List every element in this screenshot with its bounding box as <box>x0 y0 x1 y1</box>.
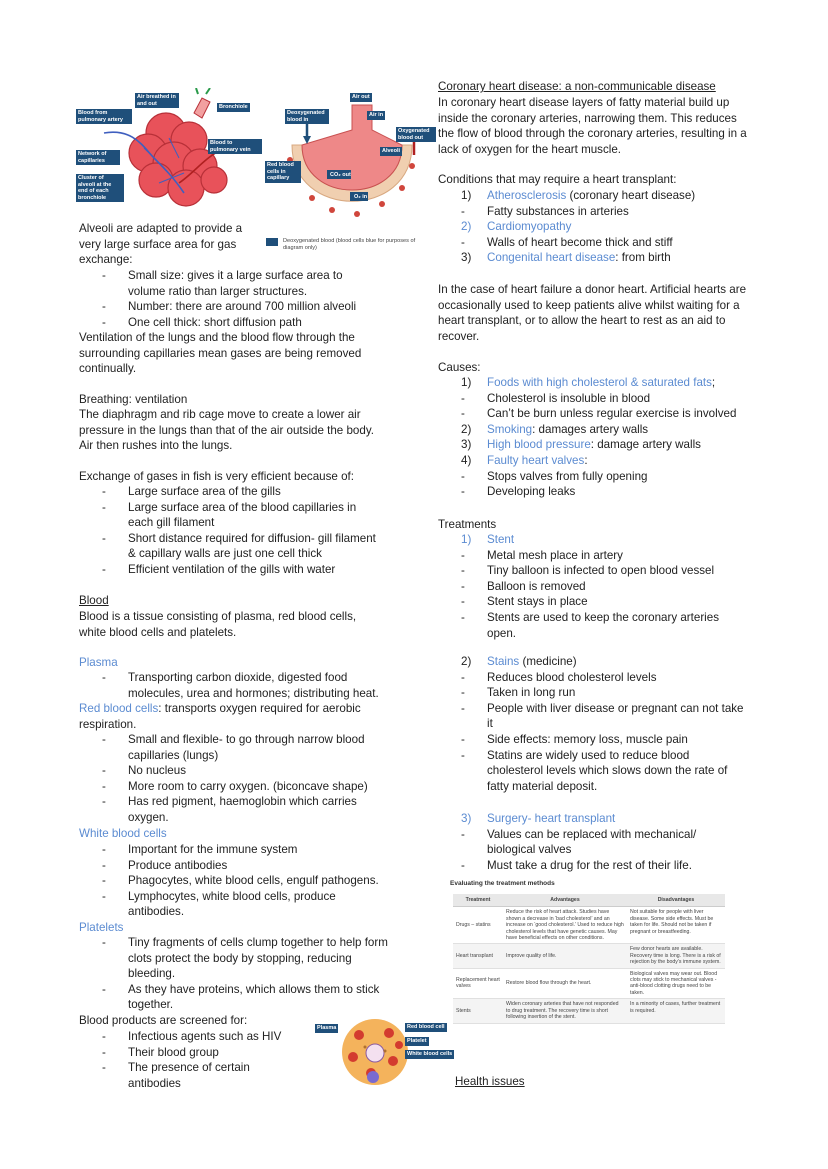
breathing-text: The diaphragm and rib cage move to create a lower air pressure in the lungs than that of the air outside the body. Air then rushes into the lungs. <box>79 408 374 453</box>
fig-label-co2-out: CO₂ out <box>330 172 351 178</box>
list-item: - Transporting carbon dioxide, digested food molecules, urea and hormones; distributing heat. <box>102 671 379 700</box>
platelets-list <box>79 935 389 1013</box>
list-item: - More room to carry oxygen. (biconcave shape) <box>102 779 368 793</box>
fig-label-air-breathed: Air breathed in and out <box>135 93 179 108</box>
list-item: - Efficient ventilation of the gills with water <box>102 562 336 576</box>
fish-intro: Exchange of gases in fish is very efficient because of: <box>79 470 354 483</box>
health-issues-heading: Health issues <box>455 1075 525 1088</box>
blood-text: Blood is a tissue consisting of plasma, red blood cells, white blood cells and platelets. <box>79 610 357 639</box>
list-item: - Tiny fragments of cells clump together to help form clots protect the body by stopping, reducing bleeding. <box>102 936 388 981</box>
air-arrow-icon <box>196 88 210 94</box>
list-item: - Values can be replaced with mechanical/ biological valves <box>461 827 697 857</box>
list-item: - Their blood group <box>102 1045 219 1059</box>
list-item: - The presence of certain antibodies <box>102 1061 250 1090</box>
list-item: - Taken in long run <box>461 686 576 700</box>
fig-label-wbc: White blood cells <box>407 1051 453 1057</box>
chd-text: In coronary heart disease layers of fatty material build up inside the coronary arteries, narrowing them. This reduces the flow of blood through the coronary arteries, resulting in a lack of oxygen for the heart muscle. <box>438 96 747 156</box>
fig-label-cluster: Cluster of alveoli at the end of each bronchiole <box>76 174 124 202</box>
list-item: - Small and flexible- to go through narrow blood capillaries (lungs) <box>102 733 365 762</box>
plasma-list <box>79 670 389 701</box>
list-item: - Metal mesh place in artery <box>461 548 623 562</box>
list-item: - Reduces blood cholesterol levels <box>461 670 657 684</box>
table-title: Evaluating the treatment methods <box>450 880 555 887</box>
list-item: - People with liver disease or pregnant can not take it <box>461 701 744 731</box>
list-item: - Stops valves from fully opening <box>461 469 648 483</box>
list-item: 2) Smoking: damages artery walls <box>461 422 649 436</box>
list-item: - Important for the immune system <box>102 843 298 856</box>
list-item: - Must take a drug for the rest of their life. <box>461 858 692 872</box>
list-item: - Short distance required for diffusion- gill filament & capillary walls are just one cell thick <box>102 531 376 561</box>
surgery-list <box>438 811 738 873</box>
table-row: Stents Widen coronary arteries that have not responded to drug treatment. The recovery time is short following insertion of the stent. In a minority of cases, further treatment is required. <box>453 999 725 1023</box>
treatments-heading: Treatments <box>438 518 497 531</box>
products-list <box>79 1029 294 1091</box>
list-item: - Stents are used to keep the coronary arteries open. <box>461 610 720 640</box>
fig-label-deoxygenated-in: Deoxygenated blood in <box>285 109 329 124</box>
fig-label-blood-from-artery: Blood from pulmonary artery <box>76 109 132 124</box>
table-row: Drugs – statins Reduce the risk of heart attack. Studies have shown a decrease in ‘bad cholesterol’ and an increase on ‘good cholesterol.’ Used to reduce high cholesterol levels that have genetic causes. May have beneficial effects on other conditions. Not suitable for people with liver disease. Some side effects. Must be taken for life. Should not be taken if pregnant or breastfeeding. <box>453 907 725 944</box>
list-item: - Produce antibodies <box>102 858 228 872</box>
rbc-heading: Red blood cells <box>79 702 159 715</box>
fig-label-bronchiole: Bronchiole <box>219 104 248 110</box>
blood-heading: Blood <box>79 594 109 607</box>
stains-list <box>438 654 748 794</box>
table-header: Disadvantages <box>627 894 725 907</box>
list-item: - Tiny balloon is infected to open blood vessel <box>461 564 715 578</box>
list-item: 3) Congenital heart disease: from birth <box>461 251 671 265</box>
chd-heading: Coronary heart disease: a non-communicable disease <box>438 80 716 93</box>
treatment-table <box>453 894 725 1024</box>
rbc-text: : transports oxygen required for aerobic respiration. <box>79 702 361 731</box>
failure-text: In the case of heart failure a donor heart. Artificial hearts are occasionally used to keep patients alive whilst waiting for a heart transplant, or to allow the heart to rest as an aid to recover. <box>438 283 747 343</box>
fig-label-o2-in: O₂ in <box>354 194 368 200</box>
platelets-heading: Platelets <box>79 921 124 934</box>
list-item: - Phagocytes, white blood cells, engulf pathogens. <box>102 874 379 888</box>
list-item: - Small size: gives it a large surface area to volume ratio than larger structures. <box>102 269 343 298</box>
list-item: - Balloon is removed <box>461 579 586 593</box>
list-item: - Cholesterol is insoluble in blood <box>461 391 651 405</box>
rbc-list <box>79 732 379 826</box>
fig-legend-text: Deoxygenated blood (blood cells blue for purposes of diagram only) <box>283 238 416 251</box>
rbc-paragraph <box>79 701 379 732</box>
causes-list <box>438 375 758 500</box>
list-item: - As they have proteins, which allows them to stick together. <box>102 982 380 1012</box>
ventilation-text: Ventilation of the lungs and the blood flow through the surrounding capillaries mean gases are being removed continually. <box>79 331 362 376</box>
fig-label-pulmonary-vein: Blood to pulmonary vein <box>208 139 262 154</box>
alveoli-cluster <box>129 113 227 206</box>
list-item: 3) High blood pressure: damage artery walls <box>461 438 701 452</box>
list-item: - Statins are widely used to reduce blood cholesterol levels which slows down the rate of fatty material deposit. <box>461 748 728 793</box>
conditions-list <box>438 188 748 266</box>
fig-label-air-out: Air out <box>352 94 370 100</box>
list-item: - Side effects: memory loss, muscle pain <box>461 732 688 746</box>
table-row: Replacement heart valves Restore blood flow through the heart. Biological valves may wear out. Blood clots may stick to mechanical valves - anti-blood clotting drugs need to be taken. <box>453 968 725 999</box>
list-item: - Fatty substances in arteries <box>461 204 629 218</box>
list-item: - One cell thick: short diffusion path <box>102 315 302 329</box>
list-item: 2) Cardiomyopathy <box>461 220 572 234</box>
white-blood-cell <box>366 1044 384 1062</box>
list-item: 1) Stent <box>461 533 515 546</box>
conditions-intro: Conditions that may require a heart transplant: <box>438 173 677 186</box>
fig-label-platelet: Platelet <box>407 1038 427 1044</box>
fig-label-rbc-capillary: Red blood cells in capillary <box>265 161 301 183</box>
list-item: 1) Atherosclerosis (coronary heart disease) <box>461 189 696 202</box>
list-item: - No nucleus <box>102 764 187 778</box>
list-item: 4) Faulty heart valves: <box>461 453 588 467</box>
legend-swatch <box>266 238 278 246</box>
fig-label-plasma: Plasma <box>317 1025 337 1031</box>
list-item: 1) Foods with high cholesterol & saturated fats; <box>461 376 716 389</box>
list-item: - Has red pigment, haemoglobin which carries oxygen. <box>102 795 357 824</box>
causes-heading: Causes: <box>438 361 481 374</box>
list-item: 3) Surgery- heart transplant <box>461 812 616 825</box>
table-row: Heart transplant Improve quality of life. Few donor hearts are available. Recovery time is long. There is a risk of rejection by the body’s immune system. <box>453 944 725 968</box>
table-header: Advantages <box>503 894 627 907</box>
list-item: - Number: there are around 700 million alveoli <box>102 300 357 314</box>
stent-list <box>438 532 748 641</box>
fig-label-rbc: Red blood cell <box>407 1024 445 1030</box>
list-item: - Lymphocytes, white blood cells, produce antibodies. <box>102 889 336 919</box>
list-item: - Infectious agents such as HIV <box>102 1030 282 1043</box>
wbc-list <box>79 842 389 920</box>
list-item: - Large surface area of the blood capillaries in each gill filament <box>102 500 357 530</box>
wbc-heading: White blood cells <box>79 827 167 840</box>
plasma-heading: Plasma <box>79 656 118 669</box>
list-item: - Large surface area of the gills <box>102 485 281 498</box>
fish-list <box>79 484 379 578</box>
list-item: - Developing leaks <box>461 485 576 499</box>
table-header: Treatment <box>453 894 503 907</box>
fig-label-oxygenated-out: Oxygenated blood out <box>396 127 436 142</box>
products-heading: Blood products are screened for: <box>79 1014 248 1027</box>
list-item: - Stent stays in place <box>461 595 588 609</box>
fig-label-alveoli: Alveoli <box>382 148 401 154</box>
bronchiole-tube <box>194 98 210 118</box>
list-item: - Can’t be burn unless regular exercise is involved <box>461 407 737 421</box>
breathing-heading: Breathing: ventilation <box>79 393 188 406</box>
alveoli-intro: Alveoli are adapted to provide a very large surface area for gas exchange: <box>79 222 243 267</box>
list-item: 2) Stains (medicine) <box>461 655 577 668</box>
fig-label-air-in: Air in <box>369 112 384 118</box>
fig-label-capillaries: Network of capillaries <box>76 150 120 165</box>
alveoli-list <box>79 268 379 330</box>
list-item: - Walls of heart become thick and stiff <box>461 235 673 249</box>
